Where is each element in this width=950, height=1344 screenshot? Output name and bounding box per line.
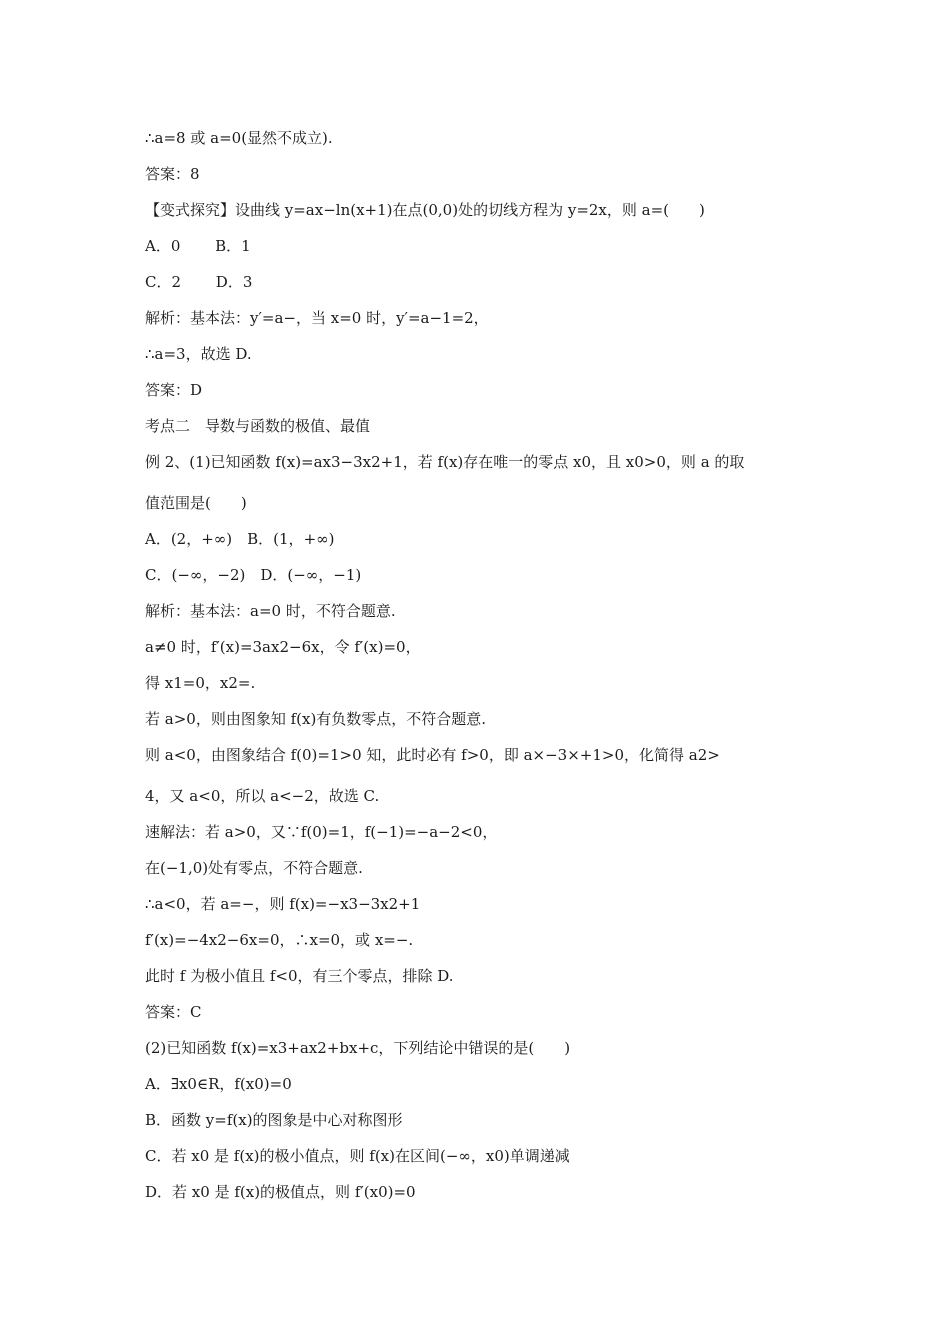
document-body [145, 124, 825, 1214]
option-line: A．∃x0∈R，f(x0)=0 [145, 1075, 292, 1093]
solution-line: f′(x)=−4x2−6x=0，∴x=0，或 x=−. [145, 931, 414, 949]
solution-line: a≠0 时，f′(x)=3ax2−6x，令 f′(x)=0， [145, 638, 421, 656]
solution-line: ∴a=3，故选 D. [145, 345, 252, 363]
solution-line: 此时 f 为极小值且 f<0，有三个零点，排除 D. [145, 967, 454, 985]
question-line: 例 2、(1)已知函数 f(x)=ax3−3x2+1，若 f(x)存在唯一的零点 x0，且 x0>0，则 a 的取 [145, 453, 745, 471]
option-line: B．函数 y=f(x)的图象是中心对称图形 [145, 1111, 403, 1129]
option-line: A．(2，+∞) B．(1，+∞) [145, 530, 335, 548]
solution-line: 速解法：若 a>0，又∵f(0)=1，f(−1)=−a−2<0， [145, 823, 498, 841]
solution-line: 得 x1=0，x2=. [145, 674, 256, 692]
solution-line: 解析：基本法：y′=a−，当 x=0 时，y′=a−1=2， [145, 309, 489, 327]
solution-line: 若 a>0，则由图象知 f(x)有负数零点，不符合题意. [145, 710, 487, 728]
solution-line: 在(−1,0)处有零点，不符合题意. [145, 859, 363, 877]
option-line: C．若 x0 是 f(x)的极小值点，则 f(x)在区间(−∞，x0)单调递减 [145, 1147, 570, 1165]
solution-line: 则 a<0，由图象结合 f(0)=1>0 知，此时必有 f>0，即 a×−3×+1>0，化简得 a2> [145, 746, 720, 764]
text-line: ∴a=8 或 a=0(显然不成立). [145, 129, 333, 147]
answer-line: 答案：8 [145, 165, 200, 183]
answer-line: 答案：C [145, 1003, 202, 1021]
option-line: D．若 x0 是 f(x)的极值点，则 f′(x0)=0 [145, 1183, 416, 1201]
solution-line: ∴a<0，若 a=−，则 f(x)=−x3−3x2+1 [145, 895, 421, 913]
option-line: A．0 B．1 [145, 237, 251, 255]
question-line: 值范围是( ) [145, 494, 247, 512]
option-line: C．2 D．3 [145, 273, 253, 291]
solution-line: 4，又 a<0，所以 a<−2，故选 C. [145, 787, 380, 805]
question-line: 【变式探究】设曲线 y=ax−ln(x+1)在点(0,0)处的切线方程为 y=2x，则 a=( ) [145, 201, 705, 219]
solution-line: 解析：基本法：a=0 时，不符合题意. [145, 602, 396, 620]
answer-line: 答案：D [145, 381, 203, 399]
section-heading: 考点二 导数与函数的极值、最值 [145, 417, 371, 435]
question-line: (2)已知函数 f(x)=x3+ax2+bx+c，下列结论中错误的是( ) [145, 1039, 571, 1057]
option-line: C．(−∞，−2) D．(−∞，−1) [145, 566, 362, 584]
